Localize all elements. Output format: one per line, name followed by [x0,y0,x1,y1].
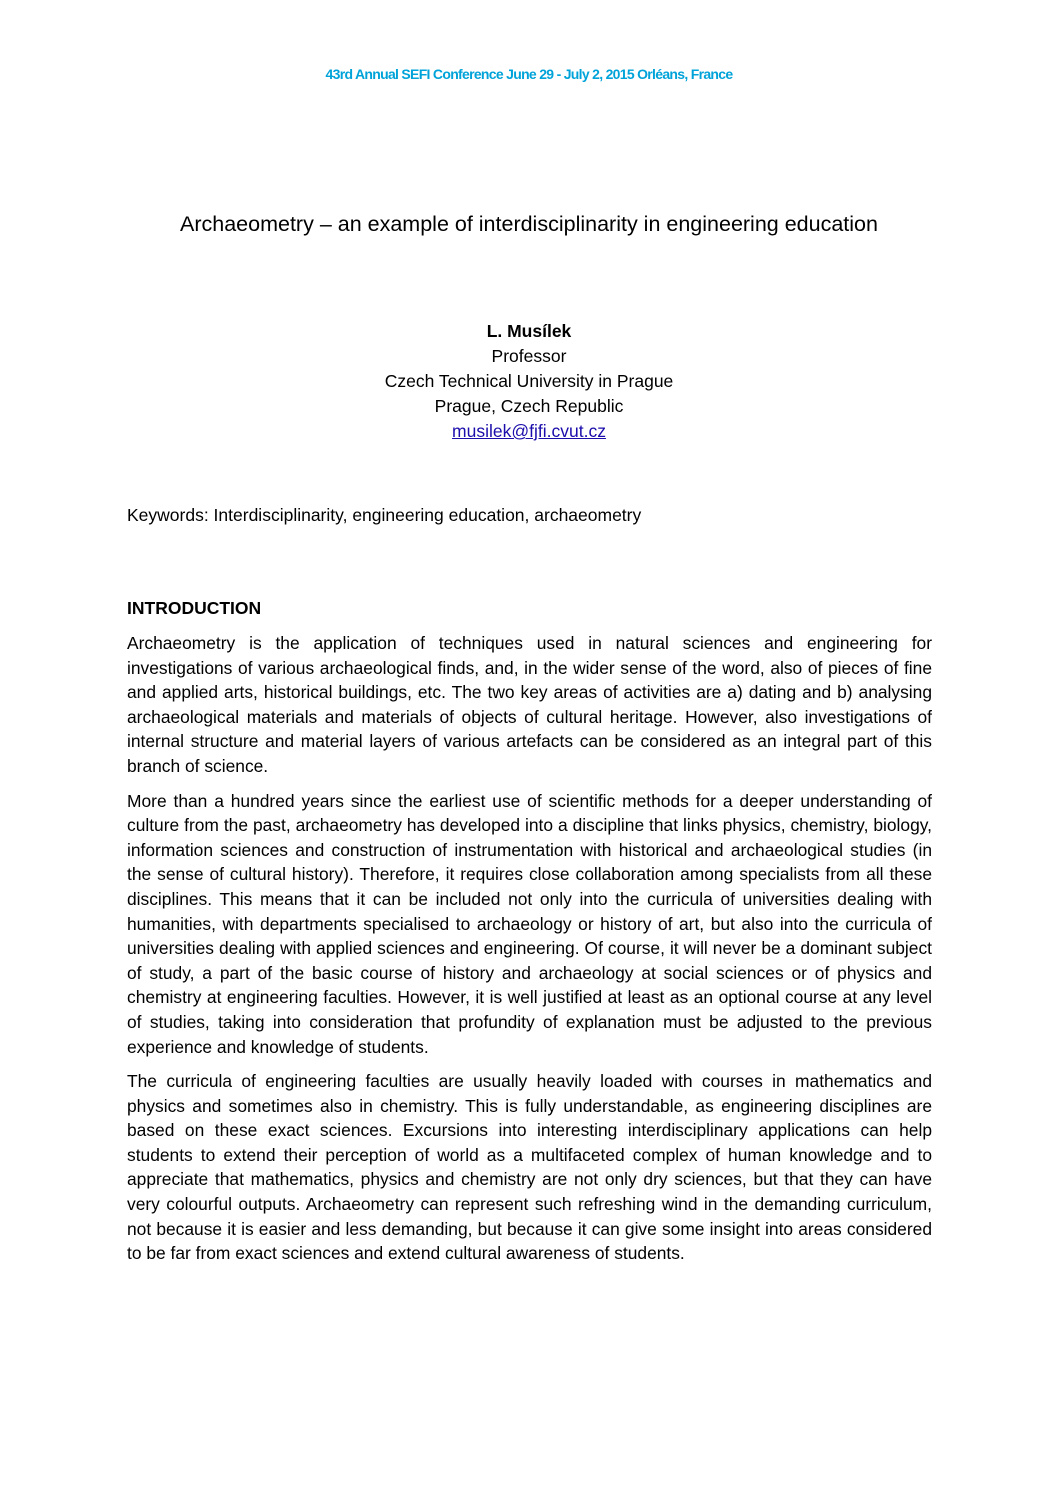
author-position: Professor [491,346,567,366]
author-name: L. Musílek [486,321,572,341]
author-institution: Czech Technical University in Prague [384,371,674,391]
author-location: Prague, Czech Republic [434,396,624,416]
keywords-line: Keywords: Interdisciplinarity, engineering education, archaeometry [127,505,642,525]
introduction-body [127,631,932,1276]
paragraph: The curricula of engineering faculties are usually heavily loaded with courses in mathematics and physics and sometimes also in chemistry. This is fully understandable, as engineering disciplines are based on these exact sciences. Excursions into interesting interdisciplinary applications can help students to extend their perception of world as a multifaceted complex of human knowledge and to appreciate that mathematics, physics and chemistry are not only dry sciences, but that they can have very colourful outputs. Archaeometry can represent such refreshing wind in the demanding curriculum, not because it is easier and less demanding, but because it can give some insight into areas considered to be far from exact sciences and extend cultural awareness of students. [127,1071,932,1264]
conference-header: 43rd Annual SEFI Conference June 29 - July 2, 2015 Orléans, France [325,66,733,82]
author-email-link[interactable]: musilek@fjfi.cvut.cz [452,421,606,441]
paragraph: More than a hundred years since the earliest use of scientific methods for a deeper understanding of culture from the past, archaeometry has developed into a discipline that links physics, chemistry, biology, information sciences and construction of instrumentation with historical and archaeological studies (in the sense of cultural history). Therefore, it requires close collaboration among specialists from all these disciplines. This means that it can be included not only into the curricula of universities dealing with humanities, with departments specialised to archaeology or history of art, but also into the curricula of universities dealing with applied sciences and engineering. Of course, it will never be a dominant subject of study, a part of the basic course of history and archaeology at social sciences or of physics and chemistry at engineering faculties. However, it is well justified at least as an optional course at any level of studies, taking into consideration that profundity of explanation must be adjusted to the previous experience and knowledge of students. [127,790,932,1057]
author-block [0,319,1058,444]
paper-title: Archaeometry – an example of interdisciplinarity in engineering education [180,212,878,236]
paragraph: Archaeometry is the application of techniques used in natural sciences and engineering for investigations of various archaeological finds, and, in the wider sense of the word, also of pieces of fine and applied arts, historical buildings, etc. The two key areas of activities are a) dating and b) analysing archaeological materials and materials of objects of cultural heritage. However, also investigations of internal structure and material layers of various artefacts can be considered as an integral part of this branch of science. [127,633,932,776]
section-heading-introduction: INTRODUCTION [127,598,262,618]
